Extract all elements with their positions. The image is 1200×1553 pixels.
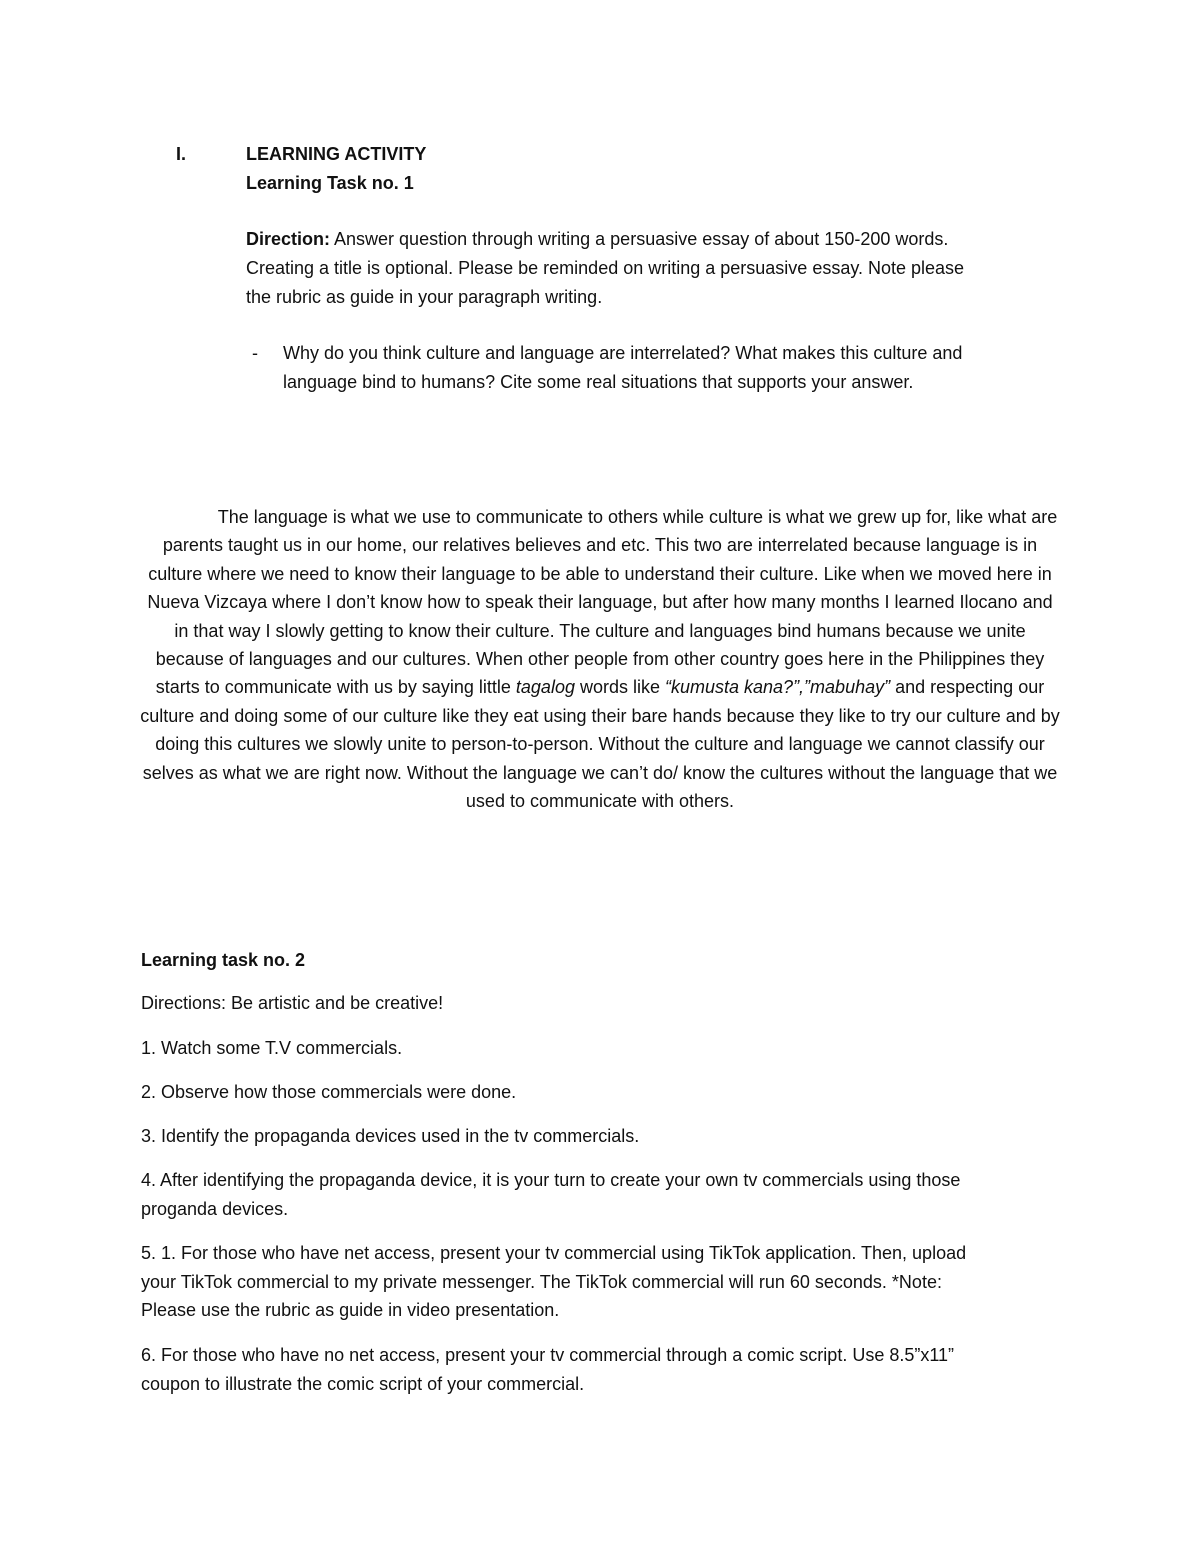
- essay-italic-phrases: “kumusta kana?”,”mabuhay”: [665, 677, 891, 698]
- task2-item-4-line1: 4. After identifying the propaganda device, it is your turn to create your own tv commercials using those: [141, 1170, 961, 1190]
- essay-italic-tagalog: tagalog: [515, 677, 575, 698]
- task2-item-6-line2: coupon to illustrate the comic script of your commercial.: [141, 1374, 585, 1394]
- section-number: I.: [176, 144, 187, 164]
- question-bullet: -: [252, 343, 258, 363]
- task2-item-1: 1. Watch some T.V commercials.: [141, 1038, 403, 1058]
- question-line1: Why do you think culture and language are interrelated? What makes this culture and: [283, 343, 963, 363]
- task1-label: Learning Task no. 1: [246, 173, 414, 193]
- task1-direction-line2: Creating a title is optional. Please be reminded on writing a persuasive essay. Note please: [246, 258, 965, 278]
- essay-part2: words like: [574, 677, 665, 698]
- task2-item-5-line1: 5. 1. For those who have net access, present your tv commercial using TikTok application. Then, upload: [141, 1243, 967, 1263]
- task2-item-4-line2: proganda devices.: [141, 1199, 289, 1219]
- section-title: LEARNING ACTIVITY: [246, 144, 427, 164]
- task2-item-2: 2. Observe how those commercials were done.: [141, 1082, 517, 1102]
- task1-direction-line3: the rubric as guide in your paragraph writing.: [246, 287, 603, 307]
- task2-item-6-line1: 6. For those who have no net access, present your tv commercial through a comic script. Use 8.5”x11”: [141, 1345, 955, 1365]
- direction-label: Direction:: [246, 229, 331, 249]
- essay-part1: The language is what we use to communicate to others while culture is what we grew up for, like what are parents taught us in our home, our relatives believes and etc. This two are interrelated because language is in culture where we need to know their language to be able to understand their culture. Like when we moved here in Nueva Vizcaya where I don’t know how to speak their language, but after how many months I learned Ilocano and in that way I slowly getting to know their culture. The culture and languages bind humans because we unite because of languages and our cultures. When other people from other country goes here in the Philippines they starts to communicate with us by saying little: [147, 507, 1058, 698]
- task2-title: Learning task no. 2: [141, 950, 306, 970]
- question-line2: language bind to humans? Cite some real situations that supports your answer.: [283, 372, 914, 392]
- essay-part3: and respecting our culture and doing some of our culture like they eat using their bare hands because they like to try our culture and by doing this cultures we slowly unite to person-to-person. Without the culture and language we cannot classify our selves as what we are right now. Without the language we can’t do/ know the cultures without the language that we used to communicate with others.: [140, 677, 1060, 812]
- essay-paragraph: [140, 503, 1060, 815]
- task1-direction-line1: [246, 229, 948, 250]
- task2-item-5-line2: your TikTok commercial to my private messenger. The TikTok commercial will run 60 seconds. *Note:: [141, 1272, 942, 1292]
- direction-text: Answer question through writing a persuasive essay of about 150-200 words.: [330, 229, 949, 249]
- task2-item-5-line3: Please use the rubric as guide in video presentation.: [141, 1300, 560, 1320]
- task2-item-3: 3. Identify the propaganda devices used in the tv commercials.: [141, 1126, 640, 1146]
- task2-directions: Directions: Be artistic and be creative!: [141, 993, 444, 1013]
